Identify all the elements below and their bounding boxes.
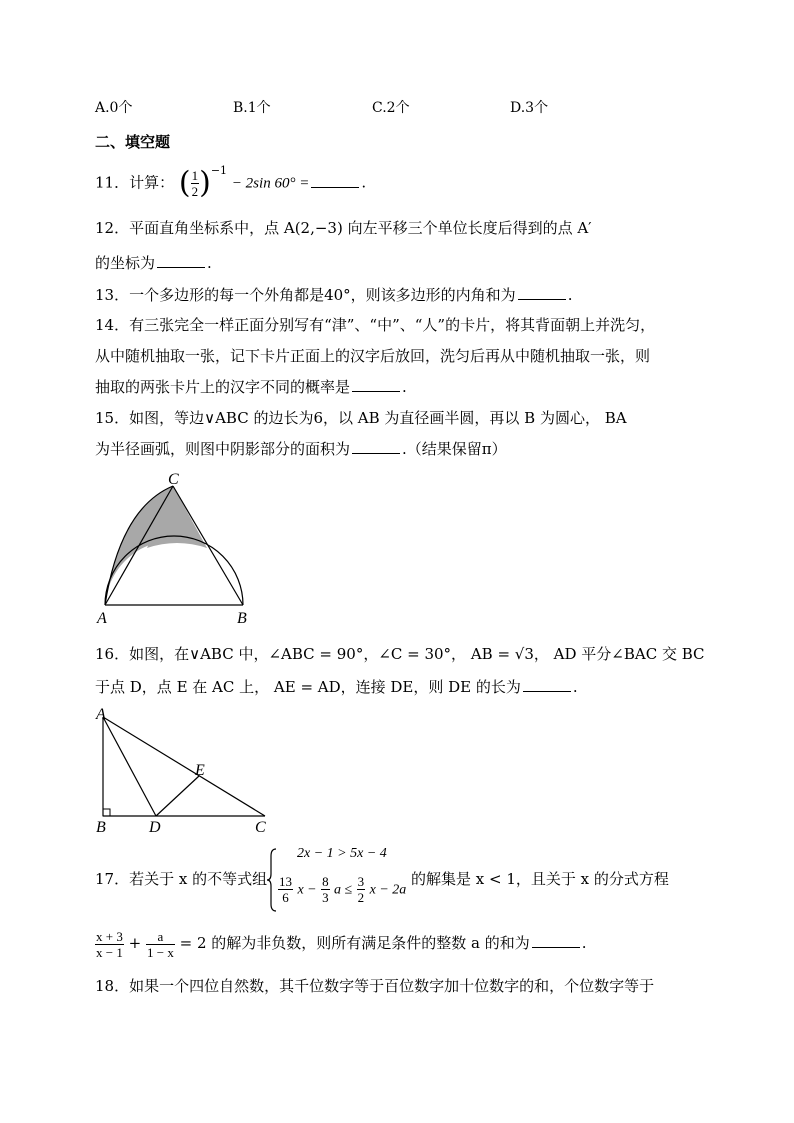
q17-inequality-2: $\frac{13}{6}$ x − $\frac{8}{3}$ a ≤ $\frac{3}{2}$ x − 2a (279, 874, 407, 905)
fig16-label-e: E (195, 762, 205, 779)
question-18: 18．如果一个四位自然数，其千位数字等于百位数字加十位数字的和，个位数字等于 (95, 977, 655, 995)
question-16-line1: 16．如图，在∨ABC 中，∠ABC = 90°，∠C = 30°， AB = √3， AD 平分∠BAC 交 BC (95, 645, 705, 663)
fig16-segment-ac (103, 717, 265, 816)
q17-prefix: 17．若关于 x 的不等式组 (95, 870, 268, 888)
fig16-segment-de (156, 776, 199, 816)
fig15-segment-bc (173, 486, 243, 605)
fig15-segment-ac (105, 486, 173, 605)
question-17-line1 (95, 846, 715, 916)
fig16-label-a: A (96, 706, 106, 723)
figure-15-diagram (95, 468, 265, 628)
fig16-segment-ad (103, 717, 156, 816)
q11-prefix: 11．计算： (95, 173, 175, 192)
q17-brace (266, 848, 278, 912)
fig15-label-c: C (168, 471, 179, 488)
option-d: D.3个 (510, 100, 549, 116)
question-15-line1: 15．如图，等边∨ABC 的边长为6，以 AB 为直径画半圆，再以 B 为圆心， BA (95, 409, 627, 427)
question-13: 13．一个多边形的每一个外角都是40°，则该多边形的内角和为 . (95, 286, 573, 304)
option-b: B.1个 (233, 100, 271, 116)
fig15-label-a: A (97, 610, 107, 627)
q12-answer-blank[interactable] (157, 253, 205, 268)
q17-inequality-1: 2x − 1 > 5x − 4 (297, 846, 387, 861)
question-14-line1: 14．有三张完全一样正面分别写有“津”、“中”、“人”的卡片，将其背面朝上并洗匀， (95, 316, 656, 334)
question-14-line2: 从中随机抽取一张，记下卡片正面上的汉字后放回，洗匀后再从中随机抽取一张，则 (95, 347, 651, 365)
fig16-label-d: D (149, 819, 161, 836)
q11-exponent: −1 (210, 163, 228, 177)
fig16-label-b: B (96, 819, 106, 836)
fraction-one-half: $\frac{1}{2}$ (191, 168, 199, 199)
question-12-line2: 的坐标为 . (95, 254, 212, 272)
fig16-label-c: C (255, 819, 266, 836)
figure-16-diagram (92, 703, 282, 838)
question-11: 11．计算： ( $\frac{1}{2}$ )$^{-1}$ − 2sin 60° = . (95, 163, 367, 201)
question-12-line1: 12．平面直角坐标系中，点 A(2,−3) 向左平移三个单位长度后得到的点 A′ (95, 219, 592, 237)
q15-answer-blank[interactable] (352, 439, 400, 454)
question-15-line2: 为半径画弧，则图中阴影部分的面积为 .（结果保留π） (95, 440, 507, 458)
fig15-label-b: B (237, 610, 247, 627)
q17-suffix: 的解集是 x < 1，且关于 x 的分式方程 (411, 870, 669, 888)
section-title: 二、填空题 (95, 133, 171, 151)
option-c: C.2个 (372, 100, 410, 116)
question-16-line2: 于点 D，点 E 在 AC 上， AE = AD，连接 DE，则 DE 的长为 . (95, 678, 578, 696)
q16-answer-blank[interactable] (523, 677, 571, 692)
q14-answer-blank[interactable] (352, 377, 400, 392)
question-14-line3: 抽取的两张卡片上的汉字不同的概率是 . (95, 378, 407, 396)
option-a: A.0个 (95, 100, 133, 116)
q11-expression: − 2sin 60° = (231, 175, 310, 192)
question-17-line2: $\frac{x + 3}{x - 1}$ + $\frac{a}{1 - x}$ = 2 的解为非负数，则所有满足条件的整数 a 的和为 . (96, 928, 587, 960)
fig16-right-angle-mark (103, 809, 110, 816)
q17-answer-blank[interactable] (532, 933, 580, 948)
q13-answer-blank[interactable] (518, 285, 566, 300)
q11-answer-blank[interactable] (311, 173, 359, 188)
